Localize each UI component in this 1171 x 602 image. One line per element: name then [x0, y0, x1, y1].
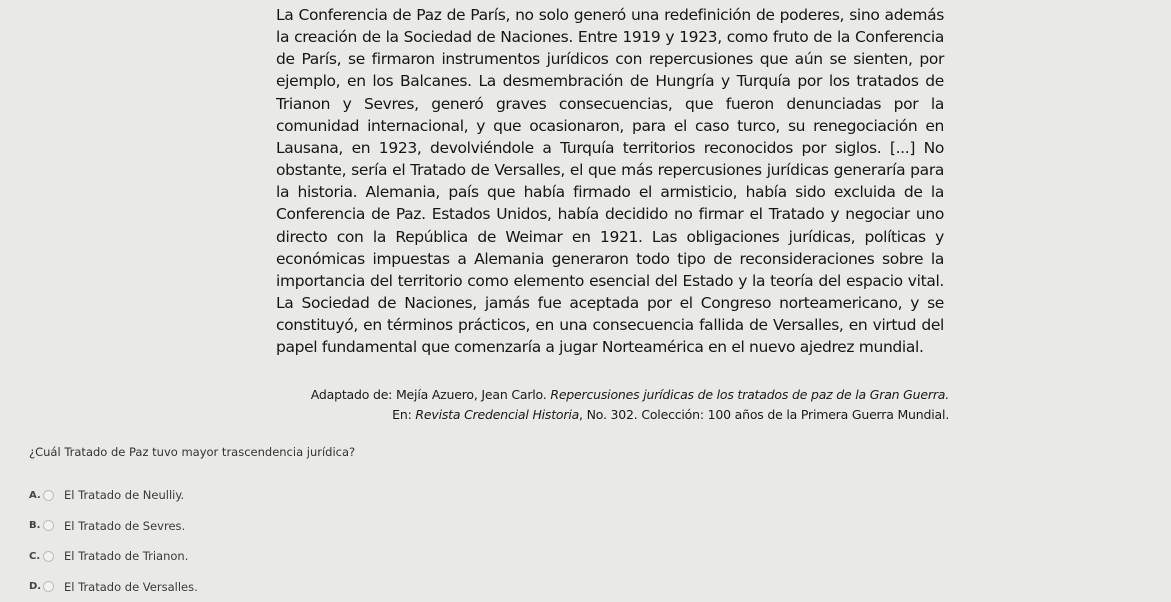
reading-passage	[276, 4, 944, 359]
passage-text: La Conferencia de Paz de París, no solo generó una redefinición de poderes, sino además la creación de la Sociedad de Naciones. Entre 1919 y 1923, como fruto de la Conferencia de París, se firmaron instrumentos jurídicos con repercusiones que aún se sienten, por ejemplo, en los Balcanes. La desmembración de Hungría y Turquía por los tratados de Trianon y Sevres, generó graves consecuencias, que fueron denunciadas por la comunidad internacional, y que ocasionaron, para el caso turco, su renegociación en Lausana, en 1923, devolviéndole a Turquía territorios reconocidos por siglos. [...] No obstante, sería el Tratado de Versalles, el que más repercusiones jurídicas generaría para la historia. Alemania, país que había firmado el armisticio, había sido excluida de la Conferencia de Paz. Estados Unidos, había decidido no firmar el Tratado y negociar uno directo con la República de Weimar en 1921. Las obligaciones jurídicas, políticas y económicas impuestas a Alemania generaron todo tipo de reconsideraciones sobre la importancia del territorio como elemento esencial del Estado y la teoría del espacio vital. La Sociedad de Naciones, jamás fue aceptada por el Congreso norteamericano, y se constituyó, en términos prácticos, en una consecuencia fallida de Versalles, en virtud del papel fundamental que comenzaría a jugar Norteamérica en el nuevo ajedrez mundial.	[276, 4, 944, 359]
option-letter: B.	[29, 520, 43, 531]
citation-author: Adaptado de: Mejía Azuero, Jean Carlo.	[311, 387, 551, 402]
citation-in: En:	[392, 407, 415, 422]
option-label[interactable]: El Tratado de Sevres.	[64, 519, 185, 533]
source-citation	[311, 385, 949, 424]
option-label[interactable]: El Tratado de Versalles.	[64, 580, 198, 594]
option-c[interactable]	[29, 541, 198, 572]
answer-options	[29, 480, 198, 602]
option-a[interactable]	[29, 480, 198, 511]
option-label[interactable]: El Tratado de Neulliy.	[64, 488, 184, 502]
citation-line-2	[311, 405, 949, 425]
radio-button-d[interactable]	[43, 581, 54, 592]
option-letter: C.	[29, 551, 43, 562]
citation-line-1	[311, 385, 949, 405]
option-letter: A.	[29, 490, 43, 501]
radio-button-c[interactable]	[43, 551, 54, 562]
option-d[interactable]	[29, 572, 198, 602]
radio-button-b[interactable]	[43, 520, 54, 531]
citation-details: , No. 302. Colección: 100 años de la Primera Guerra Mundial.	[579, 407, 949, 422]
option-letter: D.	[29, 581, 43, 592]
citation-journal: Revista Credencial Historia	[415, 407, 579, 422]
citation-article-title: Repercusiones jurídicas de los tratados de paz de la Gran Guerra.	[550, 387, 949, 402]
option-b[interactable]	[29, 511, 198, 542]
question-prompt: ¿Cuál Tratado de Paz tuvo mayor trascendencia jurídica?	[29, 445, 355, 459]
radio-button-a[interactable]	[43, 490, 54, 501]
option-label[interactable]: El Tratado de Trianon.	[64, 549, 188, 563]
